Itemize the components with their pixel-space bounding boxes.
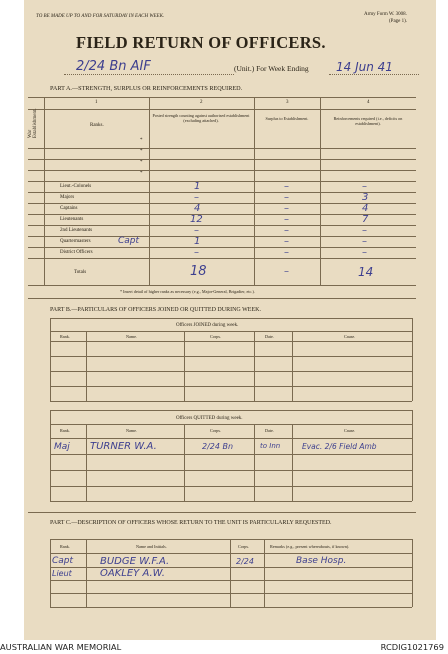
part-b-heading: PART B.—PARTICULARS OF OFFICERS JOINED OR QUITTED DURING WEEK.: [50, 307, 261, 313]
posted-value: 1: [194, 236, 201, 247]
rank-label: Captains: [60, 206, 78, 211]
total-posted: 18: [190, 264, 207, 279]
rank-label: District Officers: [60, 250, 93, 255]
requested-name: OAKLEY A.W.: [100, 568, 165, 579]
requested-rank: Capt: [52, 556, 74, 566]
form-notice: TO BE MADE UP TO AND FOR SATURDAY IN EACH WEEK.: [36, 14, 165, 19]
col-number-4: 4: [367, 100, 370, 105]
col-number-3: 3: [286, 100, 289, 105]
col-rank: Rank.: [60, 334, 70, 339]
totals-label: Totals: [74, 270, 87, 275]
col-number-2: 2: [200, 100, 203, 105]
surplus-value: –: [284, 236, 289, 247]
posted-value: 4: [194, 203, 201, 214]
col-name: Name.: [126, 428, 138, 433]
form-title: FIELD RETURN OF OFFICERS.: [76, 33, 326, 52]
col-cause: Cause.: [344, 334, 356, 339]
requested-corps: 2/24: [236, 557, 254, 566]
col-corps: Corps.: [210, 334, 222, 339]
rank-label: Quartermasters: [60, 239, 91, 244]
rank-label: Lieutenants: [60, 217, 84, 222]
col-name-initials: Name and Initials.: [136, 544, 167, 549]
unit-name-handwritten: 2/24 Bn AIF: [76, 59, 151, 74]
quitted-title: Officers QUITTED during week.: [176, 416, 243, 421]
surplus-value: –: [284, 214, 289, 225]
posted-value: –: [194, 225, 199, 236]
part-a-footnote: * Insert detail of higher ranks as necessary (e.g., Major-General, Brigadier, etc.).: [120, 289, 255, 294]
reinf-value: 4: [362, 203, 369, 214]
reinf-value: 7: [362, 214, 369, 225]
col-date: Date.: [265, 428, 274, 433]
col-remarks: Remarks (e.g., present whereabouts, if known).: [270, 544, 350, 549]
rank-label: Lieut.-Colonels: [60, 184, 92, 189]
quitted-date: to Inn: [260, 442, 281, 450]
header-posted-strength: Posted strength counting against authorised establishment (excluding attached).: [152, 113, 250, 123]
posted-value: –: [194, 192, 199, 203]
war-establishment-label: War Establishment.: [28, 108, 38, 138]
posted-value: 12: [190, 214, 203, 225]
surplus-value: –: [284, 203, 289, 214]
page-number: (Page 1).: [389, 19, 408, 24]
footer-id: RCDIG1021769: [380, 642, 444, 652]
rank-label: 2nd Lieutenants: [60, 228, 93, 233]
unit-label: (Unit.) For Week Ending: [234, 64, 309, 73]
joined-title: Officers JOINED during week.: [176, 323, 239, 328]
total-surplus: –: [284, 266, 289, 277]
reinf-value: –: [362, 225, 367, 236]
quitted-corps: 2/24 Bn: [202, 442, 234, 451]
surplus-value: –: [284, 181, 289, 192]
header-surplus: Surplus to Establishment.: [265, 116, 309, 121]
posted-value: 1: [194, 181, 201, 192]
col-number-1: 1: [95, 100, 98, 105]
surplus-value: –: [284, 192, 289, 203]
quitted-cause: Evac. 2/6 Field Amb: [302, 442, 377, 451]
rank-label: Majors: [60, 195, 75, 200]
requested-name: BUDGE W.F.A.: [100, 556, 170, 567]
reinf-value: –: [362, 236, 367, 247]
requested-remark: Base Hosp.: [296, 556, 347, 566]
footer-source: AUSTRALIAN WAR MEMORIAL: [0, 642, 122, 652]
form-number: Army Form W. 3008.: [364, 12, 407, 17]
posted-value: –: [194, 247, 199, 258]
requested-rank: Lieut: [52, 569, 72, 578]
surplus-value: –: [284, 225, 289, 236]
col-corps: Corps.: [210, 428, 222, 433]
col-cause: Cause.: [344, 428, 356, 433]
part-c-heading: PART C.—DESCRIPTION OF OFFICERS WHOSE RETURN TO THE UNIT IS PARTICULARLY REQUESTED.: [50, 520, 332, 526]
total-reinf: 14: [358, 265, 374, 279]
col-name: Name.: [126, 334, 138, 339]
quitted-rank: Maj: [54, 442, 70, 452]
reinf-value: 3: [362, 192, 369, 203]
rank-note-handwritten: Capt: [118, 236, 140, 246]
reinf-value: –: [362, 247, 367, 258]
reinf-value: –: [362, 181, 367, 192]
part-a-heading: PART A.—STRENGTH, SURPLUS OR REINFORCEMENTS REQUIRED.: [50, 85, 243, 92]
header-ranks: Ranks.: [90, 123, 104, 128]
col-date: Date.: [265, 334, 274, 339]
header-reinforcements: Reinforcements required (i.e., deficits on establishment).: [333, 116, 403, 126]
surplus-value: –: [284, 247, 289, 258]
col-rank: Rank.: [60, 428, 70, 433]
quitted-name: TURNER W.A.: [90, 441, 157, 452]
form-page: TO BE MADE UP TO AND FOR SATURDAY IN EACH WEEK. Army Form W. 3008. (Page 1). FIELD RETURN OF OFFICERS. 2/24 Bn AIF (Unit.) For Week Ending 14 Jun 41 PART A.—STRENGTH, SURPLUS OR REINFORCEMENTS REQUIRED. War Establishment. 1 2 3 4 Ranks. Posted strength counting against authorised establishment (excluding attached). Surplus to Establishment. Reinforcements required (i.e., deficits on establishment). * * * * Lieut.-Colonels 1 – – Majors – – 3 Captains 4 – 4 Lieutenants 12 – 7 2nd Lieutenants – – – Quartermasters Capt 1 – – District Officers – – – Totals 18 – 14 * Insert detail of higher ranks as necessary (e.g., Major-General, Brigadier, etc.). PART B.—PARTICULARS OF OFFICERS JOINED OR QUITTED DURING WEEK. Officers JOINED during week. Rank. Name. Corps. Date. Cause. Officers QUITTED during week. Rank. Name. Corps. Date. Cause. Maj TURNER W.A. 2/24 Bn to Inn Evac. 2/6 Field Amb PART C.—DESCRIPTION OF OFFICERS WHOSE RETURN TO THE UNIT IS PARTICULARLY REQUESTED. Rank. Name and Initials. Corps. Remarks (e.g., present whereabouts, if known). Capt BUDGE W.F.A. 2/24 Base Hosp. Lieut OAKLEY A.W.: [24, 0, 436, 640]
week-ending-handwritten: 14 Jun 41: [336, 60, 393, 74]
col-rank: Rank.: [60, 544, 70, 549]
archive-footer: [0, 640, 448, 654]
col-corps: Corps.: [238, 544, 250, 549]
